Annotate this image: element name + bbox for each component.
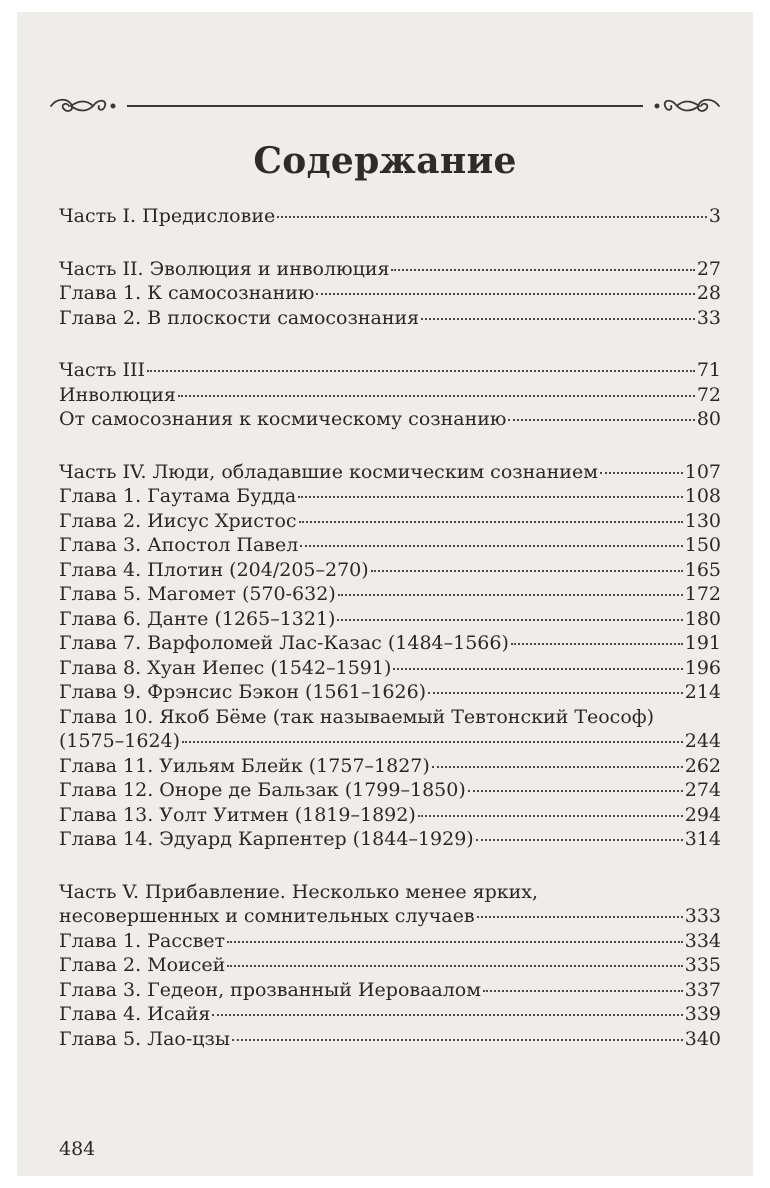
entry-page: 314 — [684, 828, 721, 850]
dot-leader — [232, 1039, 683, 1041]
entry-page: 108 — [684, 485, 721, 507]
toc-entry — [59, 358, 721, 383]
dot-leader — [182, 741, 683, 743]
toc-entry — [59, 460, 721, 485]
entry-page: 335 — [684, 954, 721, 976]
toc-entry — [59, 1027, 721, 1052]
entry-page: 262 — [684, 754, 721, 777]
entry-page: 172 — [684, 583, 721, 605]
dot-leader — [212, 1014, 682, 1016]
toc-entry-first-line: Часть V. Прибавление. Несколько менее ярких, — [59, 880, 539, 903]
entry-page: 71 — [696, 359, 721, 381]
entry-page: 130 — [684, 509, 721, 532]
toc-entry — [59, 953, 721, 978]
entry-title: Часть IV. Люди, обладавшие космическим сознанием — [59, 460, 598, 483]
entry-title: Глава 11. Уильям Блейк (1757–1827) — [59, 754, 430, 777]
entry-page: 107 — [684, 460, 721, 483]
entry-title: Глава 8. Хуан Иепес (1542–1591) — [59, 656, 392, 679]
entry-page: 337 — [684, 978, 721, 1001]
toc-entry — [59, 281, 721, 306]
dot-leader — [316, 293, 694, 295]
toc-entry — [59, 306, 721, 331]
dot-leader — [227, 941, 683, 943]
toc-entry — [59, 484, 721, 509]
toc-entry — [59, 631, 721, 656]
entry-title: Глава 6. Данте (1265–1321) — [59, 607, 336, 630]
entry-title: Глава 7. Варфоломей Лас-Казас (1484–1566) — [59, 632, 509, 654]
dot-leader — [393, 668, 682, 670]
toc-entry — [59, 582, 721, 607]
toc-entry — [59, 904, 721, 929]
entry-page: 334 — [684, 929, 721, 952]
entry-title: Глава 13. Уолт Уитмен (1819–1892) — [59, 803, 416, 826]
toc-entry — [59, 383, 721, 408]
entry-page: 33 — [696, 306, 721, 329]
toc-entry — [59, 656, 721, 681]
dot-leader — [600, 472, 683, 474]
entry-page: 28 — [696, 282, 721, 304]
entry-page: 339 — [684, 1003, 721, 1025]
toc-entry — [59, 754, 721, 779]
dot-leader — [421, 318, 695, 320]
entry-page: 150 — [684, 534, 721, 556]
dot-leader — [418, 815, 683, 817]
entry-title: Глава 3. Апостол Павел — [59, 534, 299, 556]
entry-page: 340 — [684, 1027, 721, 1050]
entry-title: Глава 1. К самосознанию — [59, 282, 315, 304]
dot-leader — [483, 990, 683, 992]
entry-page: 3 — [708, 205, 721, 227]
entry-page: 294 — [684, 803, 721, 826]
entry-title: Глава 4. Плотин (204/205–270) — [59, 558, 369, 581]
toc-entry — [59, 533, 721, 558]
toc-entry — [59, 729, 721, 754]
entry-page: 191 — [684, 632, 721, 654]
entry-title: несовершенных и сомнительных случаев — [59, 905, 475, 927]
toc-section — [59, 204, 721, 229]
toc-entry — [59, 680, 721, 705]
dot-leader — [511, 643, 683, 645]
dot-leader — [337, 619, 682, 621]
entry-page: 72 — [696, 383, 721, 406]
dot-leader — [277, 216, 707, 218]
entry-title: Глава 2. Моисей — [59, 954, 226, 976]
toc-section — [59, 880, 721, 1052]
entry-page: 214 — [684, 681, 721, 703]
ornamental-rule — [47, 94, 723, 118]
entry-title: Глава 4. Исайя — [59, 1003, 211, 1025]
entry-title: Глава 2. Иисус Христос — [59, 509, 297, 532]
entry-title: Глава 5. Лао-цзы — [59, 1027, 230, 1050]
dot-leader — [338, 594, 683, 596]
dot-leader — [476, 839, 683, 841]
toc-entry — [59, 978, 721, 1003]
toc-entry — [59, 204, 721, 229]
book-page — [17, 12, 753, 1176]
entry-page: 244 — [684, 730, 721, 752]
page-title: Содержание — [253, 140, 517, 182]
dot-leader — [391, 269, 694, 271]
toc-entry — [59, 827, 721, 852]
dot-leader — [371, 570, 683, 572]
dot-leader — [227, 965, 682, 967]
entry-title: Глава 2. В плоскости самосознания — [59, 306, 420, 329]
entry-title: Глава 5. Магомет (570-632) — [59, 583, 336, 605]
dot-leader — [508, 419, 694, 421]
entry-title: Глава 1. Рассвет — [59, 929, 226, 952]
dot-leader — [477, 916, 683, 918]
toc-entry — [59, 257, 721, 282]
toc-entry — [59, 407, 721, 432]
toc-section — [59, 257, 721, 331]
entry-page: 80 — [696, 408, 721, 430]
dot-leader — [300, 545, 682, 547]
dot-leader — [299, 521, 683, 523]
toc-entry — [59, 803, 721, 828]
dot-leader — [147, 370, 695, 372]
entry-title: Глава 14. Эдуард Карпентер (1844–1929) — [59, 828, 474, 850]
right-flourish-icon — [655, 100, 719, 111]
table-of-contents — [59, 204, 721, 1051]
toc-entry — [59, 509, 721, 534]
entry-title: Инволюция — [59, 383, 176, 406]
toc-entry — [59, 929, 721, 954]
toc-section — [59, 460, 721, 852]
entry-page: 165 — [684, 558, 721, 581]
entry-title: От самосознания к космическому сознанию — [59, 408, 507, 430]
entry-page: 274 — [684, 779, 721, 801]
dot-leader — [428, 692, 683, 694]
toc-entry — [59, 778, 721, 803]
entry-title: Часть II. Эволюция и инволюция — [59, 257, 390, 280]
entry-page: 333 — [684, 905, 721, 927]
page-number: 484 — [59, 1138, 96, 1160]
entry-title: (1575–1624) — [59, 730, 181, 752]
dot-leader — [432, 766, 683, 768]
entry-title: Глава 3. Гедеон, прозванный Иероваалом — [59, 978, 482, 1001]
toc-entry — [59, 607, 721, 632]
toc-entry — [59, 558, 721, 583]
dot-leader — [178, 395, 695, 397]
dot-leader — [468, 790, 683, 792]
toc-entry-continued: Глава 10. Якоб Бёме (так называемый Тевтонский Теософ) — [59, 705, 655, 728]
entry-page: 196 — [684, 656, 721, 679]
entry-page: 27 — [696, 257, 721, 280]
toc-section — [59, 358, 721, 432]
entry-title: Глава 1. Гаутама Будда — [59, 485, 297, 507]
entry-title: Часть III — [59, 359, 146, 381]
entry-title: Глава 9. Фрэнсис Бэкон (1561–1626) — [59, 681, 427, 703]
toc-entry — [59, 1002, 721, 1027]
left-flourish-icon — [51, 100, 115, 111]
entry-title: Глава 12. Оноре де Бальзак (1799–1850) — [59, 779, 466, 801]
dot-leader — [298, 496, 683, 498]
entry-page: 180 — [684, 607, 721, 630]
entry-title: Часть I. Предисловие — [59, 205, 276, 227]
